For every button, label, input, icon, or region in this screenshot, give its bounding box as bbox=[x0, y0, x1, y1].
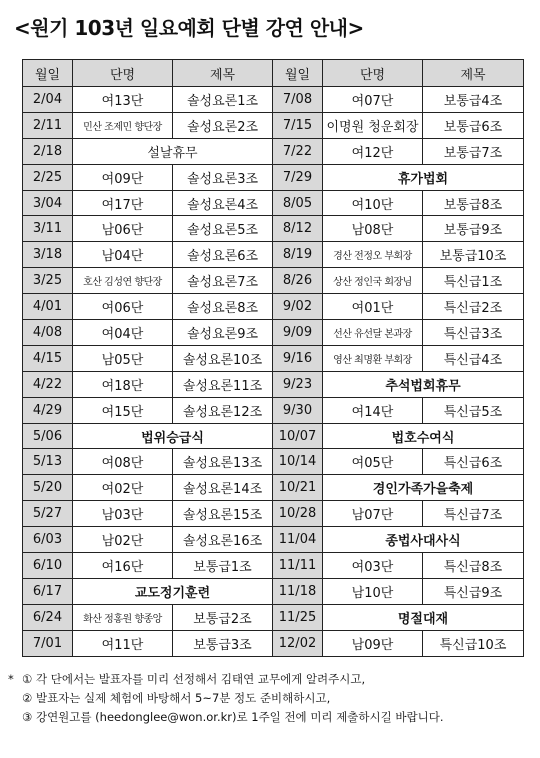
note-star: * bbox=[8, 672, 14, 686]
topic-cell: 특신급7조 bbox=[423, 501, 524, 527]
table-row bbox=[23, 216, 524, 242]
topic-cell: 솔성요론12조 bbox=[173, 397, 273, 423]
date-cell: 2/04 bbox=[23, 87, 73, 113]
group-cell: 여08단 bbox=[73, 449, 173, 475]
table-row bbox=[23, 578, 524, 604]
table-row bbox=[23, 371, 524, 397]
topic-cell: 솔성요론15조 bbox=[173, 501, 273, 527]
event-cell: 교도정기훈련 bbox=[73, 578, 273, 604]
group-cell: 여18단 bbox=[73, 371, 173, 397]
note-text: 각 단에서는 발표자를 미리 선정해서 김태연 교무에게 알려주시고, bbox=[35, 672, 366, 686]
group-cell: 여17단 bbox=[73, 190, 173, 216]
group-cell: 남05단 bbox=[73, 345, 173, 371]
group-cell: 여06단 bbox=[73, 294, 173, 320]
date-cell: 2/18 bbox=[23, 138, 73, 164]
note-text: 발표자는 실제 체험에 바탕해서 5~7분 정도 준비해하시고, bbox=[35, 691, 331, 705]
date-cell: 9/16 bbox=[273, 345, 323, 371]
topic-cell: 보통급10조 bbox=[423, 242, 524, 268]
table-row bbox=[23, 604, 524, 630]
date-cell: 10/07 bbox=[273, 423, 323, 449]
header-topic-right: 제목 bbox=[423, 60, 524, 87]
topic-cell: 솔성요론14조 bbox=[173, 475, 273, 501]
table-row bbox=[23, 630, 524, 656]
topic-cell: 솔성요론9조 bbox=[173, 320, 273, 346]
topic-cell: 솔성요론16조 bbox=[173, 527, 273, 553]
date-cell: 7/22 bbox=[273, 138, 323, 164]
topic-cell: 솔성요론4조 bbox=[173, 190, 273, 216]
table-row bbox=[23, 345, 524, 371]
group-cell: 남06단 bbox=[73, 216, 173, 242]
date-cell: 4/29 bbox=[23, 397, 73, 423]
date-cell: 8/05 bbox=[273, 190, 323, 216]
date-cell: 10/14 bbox=[273, 449, 323, 475]
topic-cell: 특신급8조 bbox=[423, 553, 524, 579]
date-cell: 4/15 bbox=[23, 345, 73, 371]
group-cell: 여10단 bbox=[323, 190, 423, 216]
topic-cell: 특신급1조 bbox=[423, 268, 524, 294]
group-cell: 화산 정홍원 향종앙 bbox=[73, 604, 173, 630]
date-cell: 3/18 bbox=[23, 242, 73, 268]
date-cell: 3/11 bbox=[23, 216, 73, 242]
event-cell: 종법사대사식 bbox=[323, 527, 524, 553]
group-cell: 남10단 bbox=[323, 578, 423, 604]
topic-cell: 특신급10조 bbox=[423, 630, 524, 656]
group-cell: 여16단 bbox=[73, 553, 173, 579]
topic-cell: 보통급6조 bbox=[423, 112, 524, 138]
topic-cell: 솔성요론7조 bbox=[173, 268, 273, 294]
schedule-body bbox=[23, 87, 524, 657]
group-cell: 여02단 bbox=[73, 475, 173, 501]
group-cell: 이명원 청운회장 bbox=[323, 112, 423, 138]
date-cell: 9/23 bbox=[273, 371, 323, 397]
group-cell: 여04단 bbox=[73, 320, 173, 346]
date-cell: 2/11 bbox=[23, 112, 73, 138]
date-cell: 5/06 bbox=[23, 423, 73, 449]
table-row bbox=[23, 449, 524, 475]
group-cell: 여11단 bbox=[73, 630, 173, 656]
date-cell: 2/25 bbox=[23, 164, 73, 190]
page-title: <원기 103년 일요예회 단별 강연 안내> bbox=[14, 16, 364, 40]
date-cell: 7/01 bbox=[23, 630, 73, 656]
topic-cell: 보통급1조 bbox=[173, 553, 273, 579]
date-cell: 8/19 bbox=[273, 242, 323, 268]
table-row bbox=[23, 112, 524, 138]
event-cell: 휴가법회 bbox=[323, 164, 524, 190]
group-cell: 남03단 bbox=[73, 501, 173, 527]
group-cell: 여07단 bbox=[323, 87, 423, 113]
topic-cell: 보통급7조 bbox=[423, 138, 524, 164]
table-row bbox=[23, 138, 524, 164]
date-cell: 6/17 bbox=[23, 578, 73, 604]
date-cell: 4/22 bbox=[23, 371, 73, 397]
group-cell: 여12단 bbox=[323, 138, 423, 164]
event-cell: 명절대재 bbox=[323, 604, 524, 630]
note-mark: ① bbox=[22, 672, 33, 686]
topic-cell: 특신급6조 bbox=[423, 449, 524, 475]
header-group-right: 단명 bbox=[323, 60, 423, 87]
topic-cell: 솔성요론6조 bbox=[173, 242, 273, 268]
group-cell: 남07단 bbox=[323, 501, 423, 527]
group-cell: 선산 유선달 본과장 bbox=[323, 320, 423, 346]
schedule-table bbox=[22, 59, 524, 657]
table-row bbox=[23, 501, 524, 527]
group-cell: 호산 김성연 향단장 bbox=[73, 268, 173, 294]
topic-cell: 솔성요론11조 bbox=[173, 371, 273, 397]
group-cell: 남02단 bbox=[73, 527, 173, 553]
date-cell: 3/25 bbox=[23, 268, 73, 294]
topic-cell: 특신급2조 bbox=[423, 294, 524, 320]
date-cell: 11/25 bbox=[273, 604, 323, 630]
table-row bbox=[23, 268, 524, 294]
date-cell: 10/28 bbox=[273, 501, 323, 527]
date-cell: 4/08 bbox=[23, 320, 73, 346]
date-cell: 7/08 bbox=[273, 87, 323, 113]
group-cell: 민산 조제민 향단장 bbox=[73, 112, 173, 138]
topic-cell: 솔성요론1조 bbox=[173, 87, 273, 113]
date-cell: 11/18 bbox=[273, 578, 323, 604]
table-row bbox=[23, 553, 524, 579]
table-row bbox=[23, 190, 524, 216]
table-row bbox=[23, 320, 524, 346]
date-cell: 12/02 bbox=[273, 630, 323, 656]
header-date-right: 월일 bbox=[273, 60, 323, 87]
date-cell: 8/12 bbox=[273, 216, 323, 242]
group-cell: 남09단 bbox=[323, 630, 423, 656]
date-cell: 11/11 bbox=[273, 553, 323, 579]
table-row bbox=[23, 294, 524, 320]
date-cell: 8/26 bbox=[273, 268, 323, 294]
note-text: 강연원고를 (heedonglee@won.or.kr)로 1주일 전에 미리 제출하시길 바랍니다. bbox=[35, 710, 444, 724]
date-cell: 10/21 bbox=[273, 475, 323, 501]
date-cell: 4/01 bbox=[23, 294, 73, 320]
table-row bbox=[23, 87, 524, 113]
table-row bbox=[23, 242, 524, 268]
topic-cell: 특신급4조 bbox=[423, 345, 524, 371]
note-mark: ② bbox=[22, 691, 33, 705]
group-cell: 여03단 bbox=[323, 553, 423, 579]
topic-cell: 보통급9조 bbox=[423, 216, 524, 242]
topic-cell: 보통급3조 bbox=[173, 630, 273, 656]
topic-cell: 솔성요론3조 bbox=[173, 164, 273, 190]
header-group-left: 단명 bbox=[73, 60, 173, 87]
event-cell: 법호수여식 bbox=[323, 423, 524, 449]
event-cell: 추석법회휴무 bbox=[323, 371, 524, 397]
topic-cell: 솔성요론13조 bbox=[173, 449, 273, 475]
group-cell: 여09단 bbox=[73, 164, 173, 190]
event-cell: 설날휴무 bbox=[73, 138, 273, 164]
date-cell: 9/02 bbox=[273, 294, 323, 320]
table-row bbox=[23, 527, 524, 553]
topic-cell: 보통급8조 bbox=[423, 190, 524, 216]
topic-cell: 솔성요론2조 bbox=[173, 112, 273, 138]
topic-cell: 특신급9조 bbox=[423, 578, 524, 604]
header-topic-left: 제목 bbox=[173, 60, 273, 87]
topic-cell: 솔성요론10조 bbox=[173, 345, 273, 371]
topic-cell: 보통급4조 bbox=[423, 87, 524, 113]
table-row bbox=[23, 475, 524, 501]
note-line bbox=[8, 670, 534, 689]
event-cell: 경인가족가을축제 bbox=[323, 475, 524, 501]
date-cell: 6/24 bbox=[23, 604, 73, 630]
notes bbox=[8, 670, 534, 727]
topic-cell: 보통급2조 bbox=[173, 604, 273, 630]
note-line bbox=[8, 708, 534, 727]
group-cell: 여13단 bbox=[73, 87, 173, 113]
date-cell: 11/04 bbox=[273, 527, 323, 553]
group-cell: 영산 최명환 부회장 bbox=[323, 345, 423, 371]
table-row bbox=[23, 423, 524, 449]
date-cell: 9/30 bbox=[273, 397, 323, 423]
table-header-row bbox=[23, 60, 524, 87]
date-cell: 9/09 bbox=[273, 320, 323, 346]
topic-cell: 특신급5조 bbox=[423, 397, 524, 423]
topic-cell: 솔성요론5조 bbox=[173, 216, 273, 242]
group-cell: 여15단 bbox=[73, 397, 173, 423]
note-line bbox=[8, 689, 534, 708]
date-cell: 5/20 bbox=[23, 475, 73, 501]
topic-cell: 솔성요론8조 bbox=[173, 294, 273, 320]
date-cell: 5/13 bbox=[23, 449, 73, 475]
group-cell: 여05단 bbox=[323, 449, 423, 475]
group-cell: 상산 정인국 회장님 bbox=[323, 268, 423, 294]
group-cell: 여01단 bbox=[323, 294, 423, 320]
date-cell: 6/03 bbox=[23, 527, 73, 553]
group-cell: 남04단 bbox=[73, 242, 173, 268]
date-cell: 5/27 bbox=[23, 501, 73, 527]
date-cell: 7/15 bbox=[273, 112, 323, 138]
date-cell: 7/29 bbox=[273, 164, 323, 190]
event-cell: 법위승급식 bbox=[73, 423, 273, 449]
header-date-left: 월일 bbox=[23, 60, 73, 87]
table-row bbox=[23, 397, 524, 423]
topic-cell: 특신급3조 bbox=[423, 320, 524, 346]
table-row bbox=[23, 164, 524, 190]
group-cell: 경산 전정오 부회장 bbox=[323, 242, 423, 268]
group-cell: 여14단 bbox=[323, 397, 423, 423]
note-mark: ③ bbox=[22, 710, 33, 724]
group-cell: 남08단 bbox=[323, 216, 423, 242]
date-cell: 3/04 bbox=[23, 190, 73, 216]
date-cell: 6/10 bbox=[23, 553, 73, 579]
